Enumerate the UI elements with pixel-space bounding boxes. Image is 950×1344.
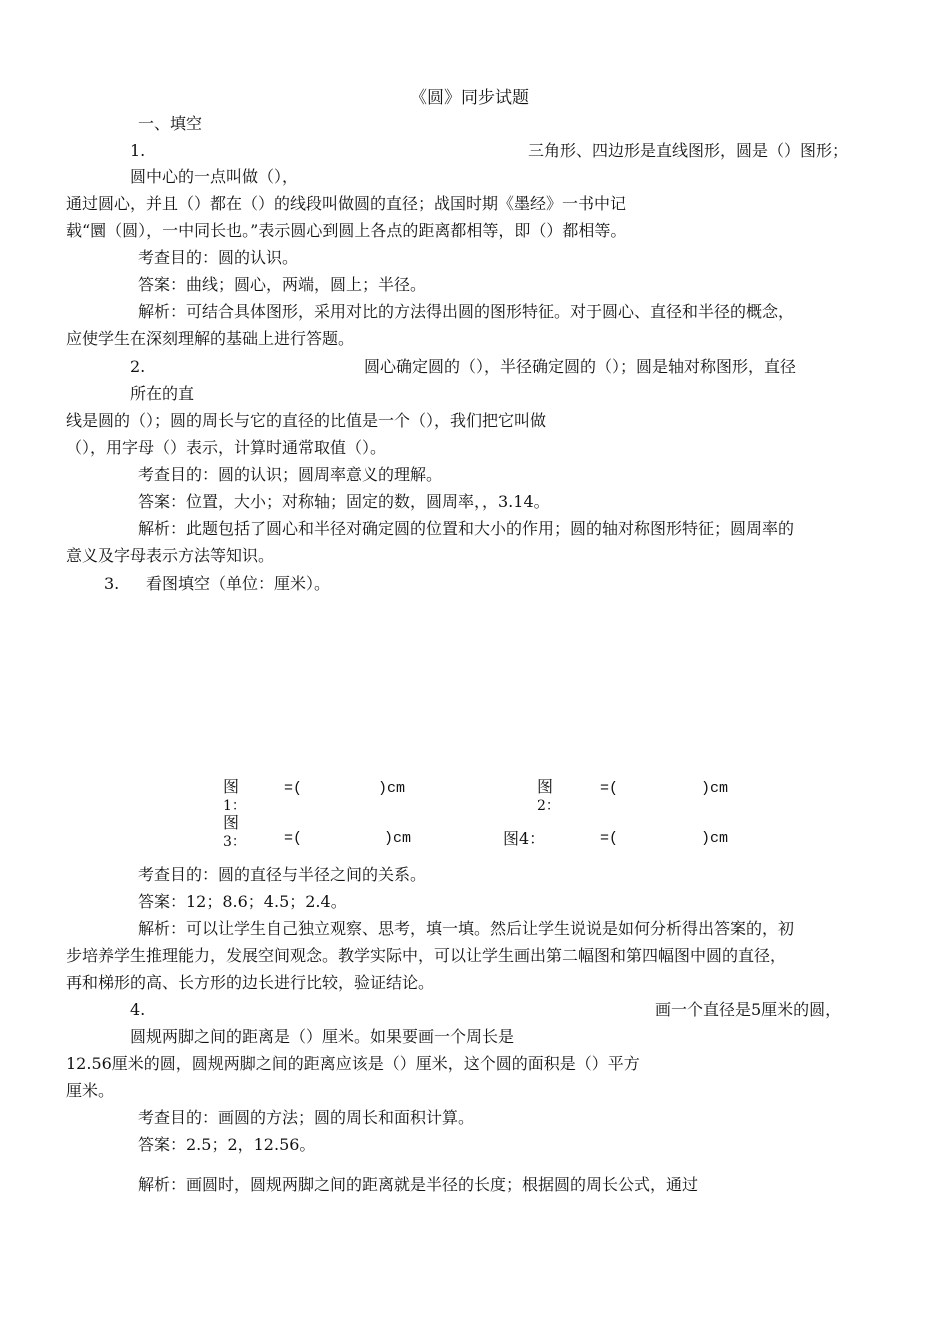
fig2-label: 图 [537,777,554,796]
q2-analysis-line2: 意义及字母表示方法等知识。 [66,546,275,565]
q2-line2: 所在的直 [130,384,195,403]
fig1-equals: =( [284,780,303,797]
fig4-equals: =( [600,830,619,847]
q1-answer: 答案：曲线；圆心，两端，圆上；半径。 [138,275,427,294]
q2-line4: （），用字母（）表示，计算时通常取值（）。 [66,438,387,457]
q1-line4: 载“圜（圆），一中同长也。”表示圆心到圆上各点的距离都相等，即（）都相等。 [66,221,627,240]
fig2-equals: =( [600,780,619,797]
q3-analysis-line1: 解析：可以让学生自己独立观察、思考，填一填。然后让学生说说是如何分析得出答案的，初 [138,919,795,938]
fig3-number: 3： [223,834,246,846]
q4-line4: 厘米。 [66,1081,115,1100]
q3-answer: 答案：12；8.6；4.5；2.4。 [138,892,347,911]
q4-line3: 12.56厘米的圆，圆规两脚之间的距离应该是（）厘米，这个圆的面积是（）平方 [66,1054,640,1073]
q2-purpose: 考查目的：圆的认识；圆周率意义的理解。 [138,465,443,484]
q1-purpose: 考查目的：圆的认识。 [138,248,299,267]
q3-analysis-line3: 再和梯形的高、长方形的边长进行比较，验证结论。 [66,973,435,992]
q1-number: 1. [130,141,146,160]
fig3-unit: )cm [384,830,412,847]
q4-analysis-line1: 解析：画圆时，圆规两脚之间的距离就是半径的长度；根据圆的周长公式，通过 [138,1175,699,1194]
fig3-equals: =( [284,830,303,847]
q4-answer: 答案：2.5；2，12.56。 [138,1135,316,1154]
q2-number: 2. [130,357,146,376]
q1-line3: 通过圆心，并且（）都在（）的线段叫做圆的直径；战国时期《墨经》一书中记 [66,194,627,213]
fig1-label: 图 [223,777,240,796]
fig2-number: 2： [537,798,560,810]
q2-answer: 答案：位置，大小；对称轴；固定的数，圆周率，，3.14。 [138,492,550,511]
q1-line2: 圆中心的一点叫做（）， [130,167,299,186]
q2-line3: 线是圆的（）；圆的周长与它的直径的比值是一个（），我们把它叫做 [66,411,547,430]
q3-number: 3. [104,574,120,593]
q2-analysis-line1: 解析：此题包括了圆心和半径对确定圆的位置和大小的作用；圆的轴对称图形特征；圆周率的 [138,519,795,538]
q4-line2: 圆规两脚之间的距离是（）厘米。如果要画一个周长是 [130,1027,515,1046]
q4-line1: 画一个直径是5厘米的圆， [655,1000,842,1019]
section-heading: 一、填空 [138,114,203,133]
q1-line1: 三角形、四边形是直线图形，圆是（）图形； [528,141,849,160]
page-title: 《圆》同步试题 [410,88,529,108]
fig1-number: 1： [223,798,246,810]
q1-analysis-line1: 解析：可结合具体图形，采用对比的方法得出圆的图形特征。对于圆心、直径和半径的概念， [138,302,795,321]
q3-analysis-line2: 步培养学生推理能力，发展空间观念。教学实际中，可以让学生画出第二幅图和第四幅图中圆的直径， [66,946,787,965]
q2-line1: 圆心确定圆的（），半径确定圆的（）；圆是轴对称图形，直径 [364,357,797,376]
fig3-label: 图 [223,813,240,832]
q1-analysis-line2: 应使学生在深刻理解的基础上进行答题。 [66,329,355,348]
fig2-unit: )cm [701,780,729,797]
q4-purpose: 考查目的：画圆的方法；圆的周长和面积计算。 [138,1108,475,1127]
fig4-label: 图4： [503,829,546,848]
fig1-unit: )cm [378,780,406,797]
q3-text: 看图填空（单位：厘米）。 [146,574,331,593]
fig4-unit: )cm [701,830,729,847]
q3-purpose: 考查目的：圆的直径与半径之间的关系。 [138,865,427,884]
q4-number: 4. [130,1000,146,1019]
